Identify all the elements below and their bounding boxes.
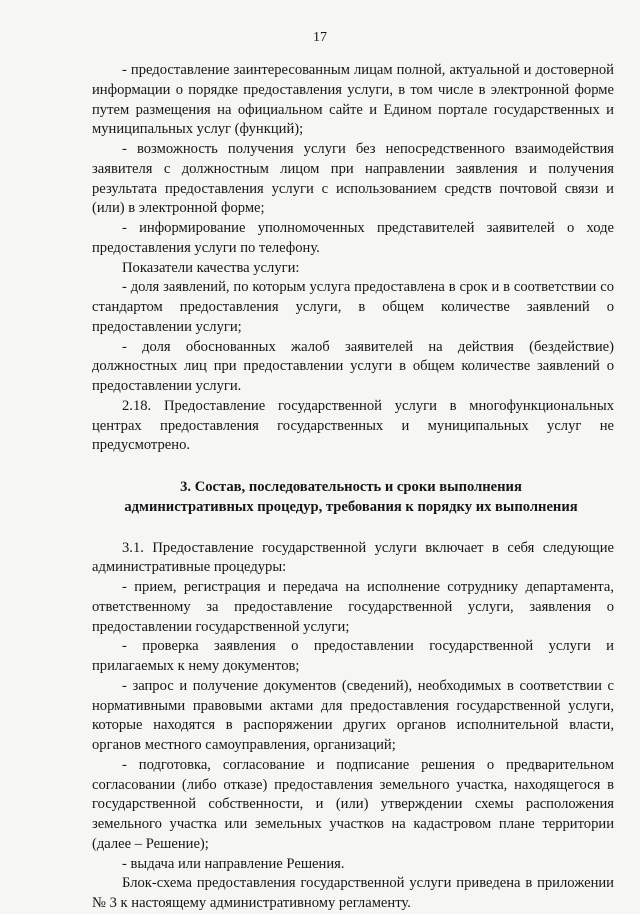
paragraph: - прием, регистрация и передача на исполнение сотруднику департамента, ответственному за предоставление государственной услуги, заявления о предоставлении государственной услуги; [92, 579, 614, 635]
paragraph: - проверка заявления о предоставлении государственной услуги и прилагаемых к нему документов; [92, 638, 614, 674]
paragraph: - доля заявлений, по которым услуга предоставлена в срок и в соответствии со стандартом предоставления услуги, в общем количестве заявлений о предоставлении услуги; [92, 279, 614, 335]
document-body [92, 61, 614, 914]
paragraph: 3.1. Предоставление государственной услуги включает в себя следующие административные процедуры: [92, 539, 614, 576]
paragraph: - возможность получения услуги без непосредственного взаимодействия заявителя с должностным лицом при направлении заявления и получения результата предоставления услуги с использованием средств почтовой связи и (или) в электронной форме; [92, 141, 614, 217]
paragraph: Показатели качества услуги: [122, 259, 300, 276]
section-heading-line: 3. Состав, последовательность и сроки выполнения [180, 479, 522, 495]
paragraph: - подготовка, согласование и подписание решения о предварительном согласовании (либо отказе) предоставления земельного участка, находящегося в государственной собственности, и (или) утверждении схемы расположения земельного участка или земельных участков на кадастровом плане территории (далее – Решение); [92, 756, 614, 852]
paragraph: 2.18. Предоставление государственной услуги в многофункциональных центрах предоставления государственных и муниципальных услуг не предусмотрено. [92, 397, 614, 454]
paragraph: - доля обоснованных жалоб заявителей на действия (бездействие) должностных лиц при предоставлении услуги в общем количестве заявлений о предоставлении услуги. [92, 338, 614, 394]
page-number: 17 [313, 30, 327, 45]
paragraph: - выдача или направление Решения. [122, 855, 345, 872]
section-heading-line: административных процедур, требования к порядку их выполнения [124, 498, 578, 515]
paragraph: - информирование уполномоченных представителей заявителей о ходе предоставления услуги по телефону. [92, 220, 614, 256]
paragraph: Блок-схема предоставления государственной услуги приведена в приложении № 3 к настоящему административному регламенту. [92, 875, 614, 911]
paragraph: - предоставление заинтересованным лицам полной, актуальной и достоверной информации о порядке предоставления услуги, в том числе в электронной форме путем размещения на официальном сайте и Едином портале государственных и муниципальных услуг (функций); [92, 62, 614, 138]
paragraph: - запрос и получение документов (сведений), необходимых в соответствии с нормативными правовыми актами для предоставления государственной услуги, которые находятся в распоряжении других органов исполнительной власти, органов местного самоуправления, организаций; [92, 677, 614, 753]
section-heading [92, 478, 614, 518]
